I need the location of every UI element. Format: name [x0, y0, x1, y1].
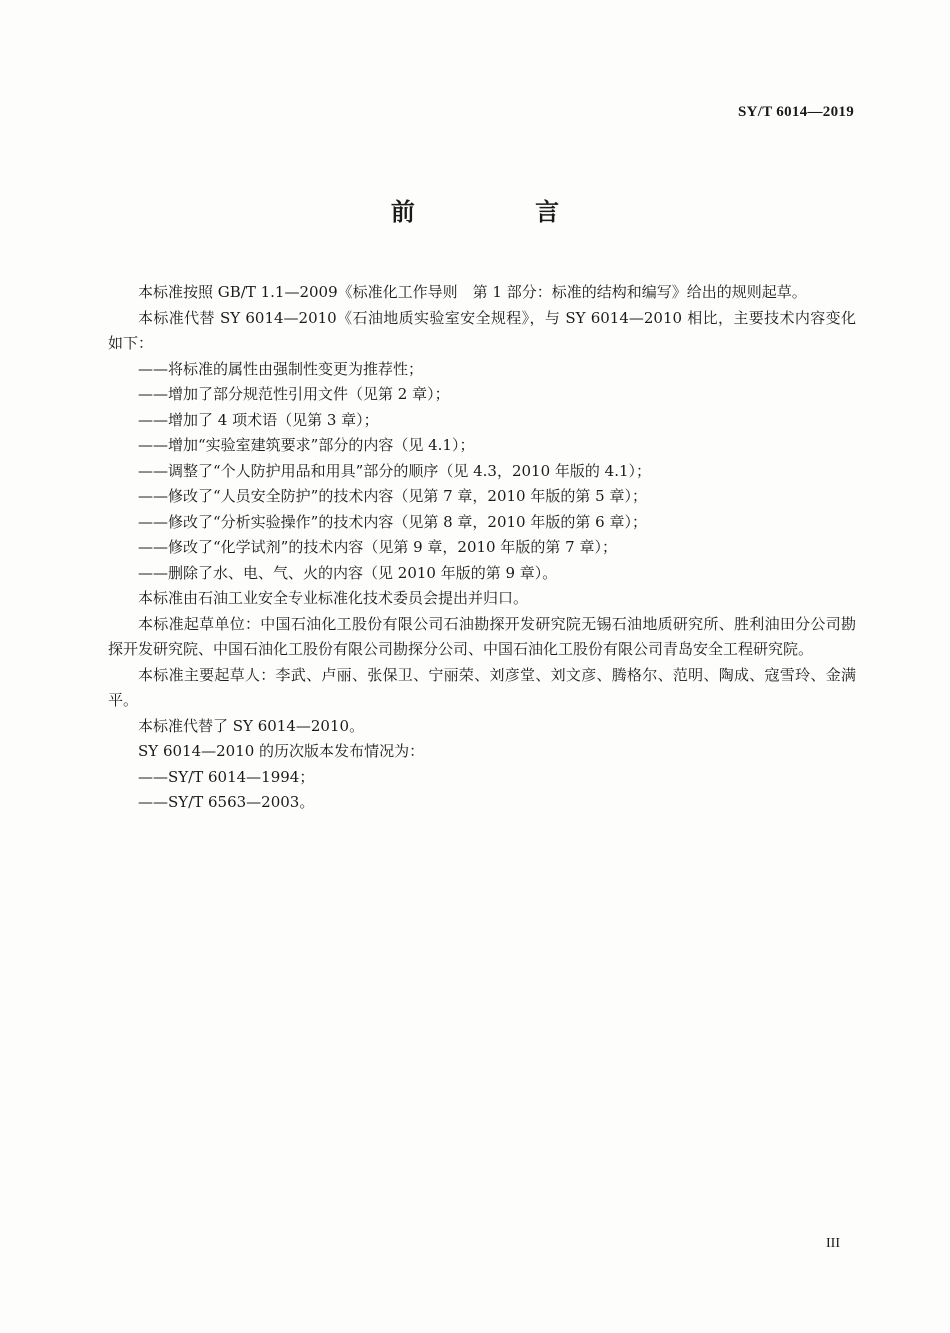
drafting-rules-paragraph: 本标准按照 GB/T 1.1—2009《标准化工作导则 第 1 部分：标准的结构和编写》给出的规则起草。 — [138, 283, 807, 301]
history-item: ——SY/T 6014—1994； — [138, 767, 315, 786]
foreword-body — [108, 280, 856, 816]
change-item: ——调整了“个人防护用品和用具”部分的顺序（见 4.3，2010 年版的 4.1）； — [138, 461, 652, 480]
replacement-paragraph: 本标准代替 SY 6014—2010《石油地质实验室安全规程》，与 SY 6014—2010 相比，主要技术内容变化如下： — [108, 308, 856, 352]
document-code: SY/T 6014—2019 — [737, 104, 854, 120]
change-item: ——增加了部分规范性引用文件（见第 2 章）； — [138, 385, 450, 403]
page-number: III — [826, 1236, 840, 1251]
change-item: ——增加了 4 项术语（见第 3 章）； — [138, 410, 379, 429]
drafting-units-paragraph: 本标准起草单位：中国石油化工股份有限公司石油勘探开发研究院无锡石油地质研究所、胜利油田分公司勘探开发研究院、中国石油化工股份有限公司勘探分公司、中国石油化工股份有限公司青岛安全工程研究院。 — [108, 614, 856, 658]
change-item: ——修改了“化学试剂”的技术内容（见第 9 章，2010 年版的第 7 章）； — [138, 538, 617, 556]
proposer-paragraph: 本标准由石油工业安全专业标准化技术委员会提出并归口。 — [138, 589, 529, 607]
change-item: ——修改了“人员安全防护”的技术内容（见第 7 章，2010 年版的第 5 章）； — [138, 487, 647, 505]
replaces-paragraph: 本标准代替了 SY 6014—2010。 — [138, 716, 365, 735]
page-title: 前 言 — [390, 198, 616, 226]
change-item: ——将标准的属性由强制性变更为推荐性； — [138, 359, 424, 378]
history-item: ——SY/T 6563—2003。 — [138, 793, 315, 811]
change-item: ——增加“实验室建筑要求”部分的内容（见 4.1）； — [138, 436, 475, 454]
history-intro-paragraph: SY 6014—2010 的历次版本发布情况为： — [138, 742, 425, 760]
change-item: ——修改了“分析实验操作”的技术内容（见第 8 章，2010 年版的第 6 章）； — [138, 512, 647, 531]
drafters-paragraph: 本标准主要起草人：李武、卢丽、张保卫、宁丽荣、刘彦堂、刘文彦、腾格尔、范明、陶成、寇雪玲、金满平。 — [108, 665, 856, 709]
change-item: ——删除了水、电、气、火的内容（见 2010 年版的第 9 章）。 — [138, 563, 558, 582]
